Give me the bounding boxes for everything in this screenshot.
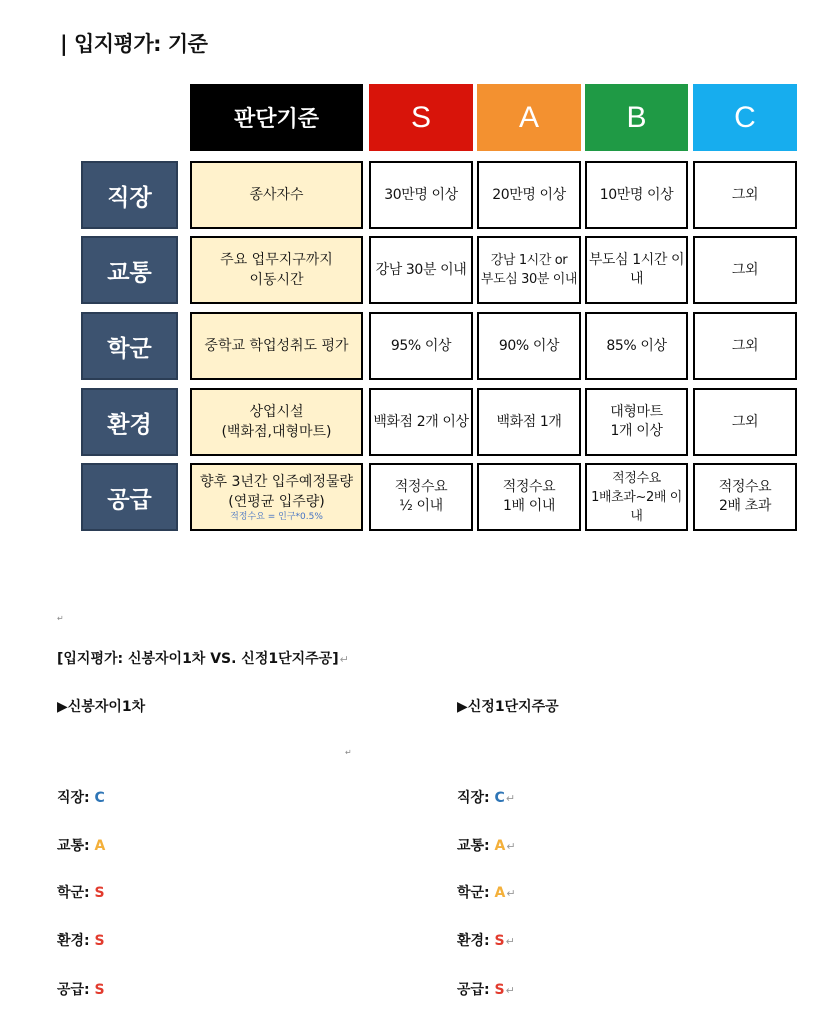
cell-4-grade-a <box>477 463 581 531</box>
row-criteria-3-line-0: 상업시설 <box>249 404 304 420</box>
cell-1-grade-s <box>369 236 473 304</box>
paragraph-mark: ↵ <box>505 935 515 948</box>
score-label: 공급: <box>57 982 95 998</box>
cell-3-s-line-0: 백화점 2개 이상 <box>373 413 469 430</box>
right-score-1 <box>457 835 516 855</box>
cell-4-grade-c <box>693 463 797 531</box>
row-label-2: 학군 <box>81 312 178 380</box>
row-criteria-2-line-0: 중학교 학업성취도 평가 <box>204 338 349 354</box>
paragraph-mark: ↵ <box>505 984 515 997</box>
score-label: 학군: <box>57 885 95 901</box>
row-criteria-3-line-1: (백화점,대형마트) <box>221 424 332 440</box>
row-label-0: 직장 <box>81 161 178 229</box>
cell-4-b-line-0: 적정수요 <box>612 470 661 486</box>
comparison-heading <box>57 648 349 668</box>
cell-0-a-line-0: 20만명 이상 <box>492 186 566 203</box>
score-grade: A <box>494 838 506 854</box>
score-grade: S <box>94 982 105 998</box>
row-criteria-0-line-0: 종사자수 <box>249 187 304 203</box>
score-label: 직장: <box>57 790 95 806</box>
cell-0-grade-b <box>585 161 688 229</box>
header-grade-b: B <box>585 84 688 151</box>
cell-0-grade-s <box>369 161 473 229</box>
left-score-0 <box>57 787 105 807</box>
right-score-3 <box>457 930 515 950</box>
score-grade: A <box>94 838 106 854</box>
cell-3-grade-c <box>693 388 797 456</box>
cell-2-s-line-0: 95% 이상 <box>390 337 452 354</box>
page-title: | 입지평가: 기준 <box>60 32 208 56</box>
paragraph-mark: ↵ <box>339 653 349 666</box>
score-label: 환경: <box>457 933 495 949</box>
left-score-1 <box>57 835 105 855</box>
cell-0-grade-c <box>693 161 797 229</box>
header-grade-a: A <box>477 84 581 151</box>
score-label: 학군: <box>457 885 495 901</box>
header-grade-s: S <box>369 84 473 151</box>
score-label: 교통: <box>57 838 95 854</box>
cell-1-s-line-0: 강남 30분 이내 <box>375 261 467 278</box>
cell-3-a-line-0: 백화점 1개 <box>496 413 562 430</box>
cell-4-b-line-1: 1배초과~2배 이내 <box>591 489 682 524</box>
cell-2-grade-a <box>477 312 581 380</box>
cell-1-grade-b <box>585 236 688 304</box>
paragraph-mark: ↵ <box>345 748 352 757</box>
row-label-4: 공급 <box>81 463 178 531</box>
header-criteria: 판단기준 <box>190 84 363 151</box>
criteria-note: 적정수요 = 인구*0.5% <box>230 511 323 522</box>
cell-3-grade-s <box>369 388 473 456</box>
cell-0-grade-a <box>477 161 581 229</box>
right-property-name: ▶신정1단지주공 <box>457 699 559 715</box>
cell-4-grade-s <box>369 463 473 531</box>
cell-3-b-line-0: 대형마트 <box>610 404 663 420</box>
score-grade: S <box>94 933 105 949</box>
paragraph-mark: ↵ <box>57 614 64 623</box>
cell-4-c-line-1: 2배 초과 <box>719 498 771 514</box>
cell-4-a-line-0: 적정수요 <box>502 479 556 495</box>
score-label: 교통: <box>457 838 495 854</box>
row-criteria-1-line-1: 이동시간 <box>249 272 304 288</box>
row-criteria-1 <box>190 236 363 304</box>
left-score-3 <box>57 930 105 950</box>
score-grade: A <box>494 885 506 901</box>
left-score-2 <box>57 882 105 902</box>
score-grade: S <box>494 982 505 998</box>
paragraph-mark: ↵ <box>506 840 516 853</box>
score-grade: C <box>94 790 105 806</box>
comparison-heading-text: [입지평가: 신봉자이1차 VS. 신정1단지주공] <box>57 651 339 667</box>
row-criteria-4 <box>190 463 363 531</box>
cell-0-s-line-0: 30만명 이상 <box>384 186 458 203</box>
cell-1-grade-a <box>477 236 581 304</box>
score-grade: S <box>494 933 505 949</box>
cell-1-a-line-0: 강남 1시간 or <box>490 253 568 268</box>
cell-2-c-line-0: 그외 <box>731 337 759 354</box>
right-score-2 <box>457 882 516 902</box>
cell-4-s-line-0: 적정수요 <box>394 479 448 495</box>
row-label-3: 환경 <box>81 388 178 456</box>
cell-2-grade-c <box>693 312 797 380</box>
row-criteria-1-line-0: 주요 업무지구까지 <box>220 252 333 268</box>
cell-3-grade-b <box>585 388 688 456</box>
row-criteria-3 <box>190 388 363 456</box>
paragraph-mark: ↵ <box>506 887 516 900</box>
score-label: 직장: <box>457 790 495 806</box>
paragraph-mark: ↵ <box>505 792 516 805</box>
cell-2-grade-b <box>585 312 688 380</box>
row-label-1: 교통 <box>81 236 178 304</box>
row-criteria-4-line-1: (연평균 입주량) <box>228 493 325 510</box>
score-grade: C <box>494 790 505 806</box>
right-score-4 <box>457 979 515 999</box>
row-criteria-4-line-0: 향후 3년간 입주예정물량 <box>199 473 354 490</box>
score-grade: S <box>94 885 105 901</box>
cell-4-grade-b <box>585 463 688 531</box>
cell-4-a-line-1: 1배 이내 <box>503 498 555 514</box>
left-property-name: ▶신봉자이1차 <box>57 699 146 715</box>
cell-0-c-line-0: 그외 <box>731 186 759 203</box>
cell-0-b-line-0: 10만명 이상 <box>599 186 674 203</box>
cell-4-c-line-0: 적정수요 <box>718 479 772 495</box>
score-label: 환경: <box>57 933 95 949</box>
cell-4-s-line-1: ½ 이내 <box>399 498 443 514</box>
header-grade-c: C <box>693 84 797 151</box>
cell-3-b-line-1: 1개 이상 <box>610 423 663 439</box>
cell-2-a-line-0: 90% 이상 <box>498 337 560 354</box>
cell-2-b-line-0: 85% 이상 <box>606 337 667 354</box>
cell-1-grade-c <box>693 236 797 304</box>
left-score-4 <box>57 979 105 999</box>
cell-2-grade-s <box>369 312 473 380</box>
cell-1-c-line-0: 그외 <box>731 261 759 278</box>
row-criteria-0 <box>190 161 363 229</box>
row-criteria-2 <box>190 312 363 380</box>
cell-3-c-line-0: 그외 <box>731 413 759 430</box>
cell-3-grade-a <box>477 388 581 456</box>
cell-1-b-line-0: 부도심 1시간 이내 <box>588 252 685 287</box>
cell-1-a-line-1: 부도심 30분 이내 <box>480 272 578 287</box>
right-score-0 <box>457 787 515 807</box>
score-label: 공급: <box>457 982 495 998</box>
